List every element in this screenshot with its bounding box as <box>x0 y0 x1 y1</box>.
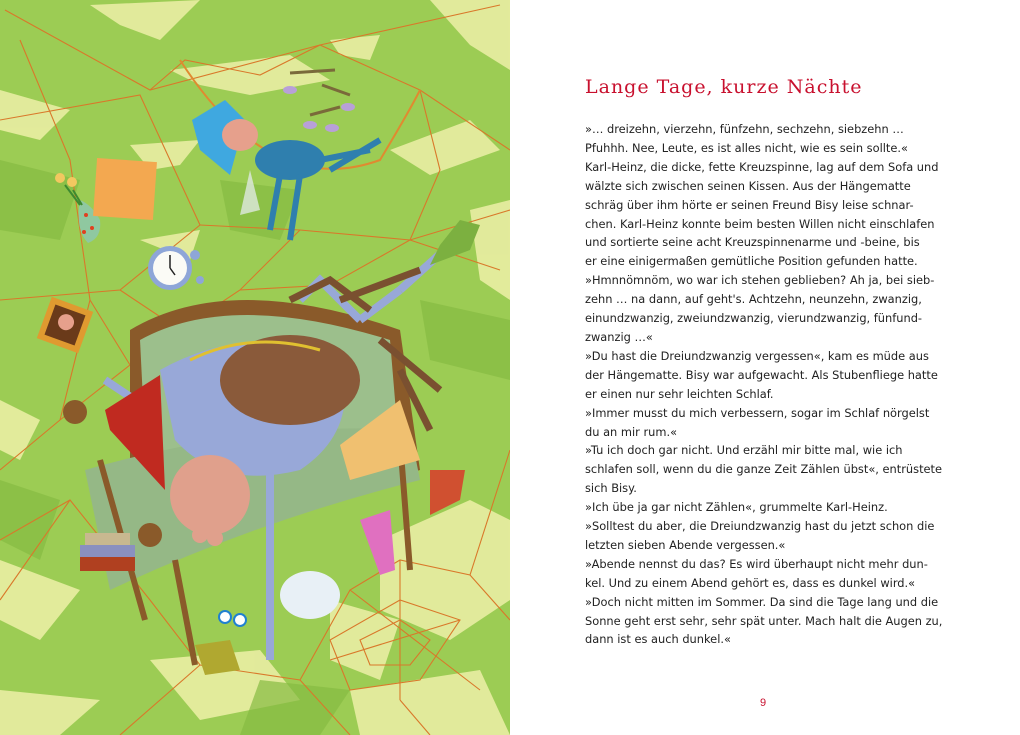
text-line: »Immer musst du mich verbessern, sogar im Schlaf nörgelst <box>585 405 930 420</box>
text-line: kel. Und zu einem Abend gehört es, dass es dunkel wird.« <box>585 575 916 590</box>
text-line: »Doch nicht mitten im Sommer. Da sind die Tage lang und die <box>585 594 939 609</box>
body-text <box>585 120 960 649</box>
striped-sock-green <box>430 220 480 265</box>
text-line: er einen nur sehr leichten Schlaf. <box>585 386 774 401</box>
text-line: schlafen soll, wenn du die ganze Zeit Zählen übst«, entrüstete <box>585 462 943 477</box>
text-line: »Ich übe ja gar nicht Zählen«, grummelte Karl-Heinz. <box>585 500 888 515</box>
text-line: »Abende nennst du das? Es wird überhaupt nicht mehr dun- <box>585 556 928 571</box>
page-number: 9 <box>760 697 767 709</box>
text-line: »Hmnnömnöm, wo war ich stehen geblieben? Ah ja, bei sieb- <box>585 273 935 288</box>
text-line: du an mir rum.« <box>585 424 678 439</box>
book-stack <box>80 533 135 571</box>
text-line: wälzte sich zwischen seinen Kissen. Aus der Hängematte <box>585 178 911 193</box>
text-line: sich Bisy. <box>585 481 637 496</box>
text-line: Pfuhhh. Nee, Leute, es ist alles nicht, wie es sein sollte.« <box>585 140 908 155</box>
handkerchief <box>93 158 157 220</box>
text-line: und sortierte seine acht Kreuzspinnenarme und -beine, bis <box>585 235 920 250</box>
teacup-saucer <box>280 571 340 619</box>
text-line: der Hängematte. Bisy war aufgewacht. Als Stubenfliege hatte <box>585 367 938 382</box>
slipper-eyes <box>219 611 246 626</box>
text-line: »Solltest du aber, die Dreiundzwanzig hast du jetzt schon die <box>585 519 935 534</box>
text-line: einundzwanzig, zweiundzwanzig, vierundzwanzig, fünfund- <box>585 311 923 326</box>
text-line: schräg über ihm hörte er seinen Freund Bisy leise schnar- <box>585 197 914 212</box>
text-line: Karl-Heinz, die dicke, fette Kreuzspinne, lag auf dem Sofa und <box>585 159 939 174</box>
text-line: zehn … na dann, auf geht's. Achtzehn, neunzehn, zwanzig, <box>585 292 922 307</box>
alarm-clock <box>148 246 204 290</box>
chapter-title: Lange Tage, kurze Nächte <box>585 76 863 98</box>
text-line: »Du hast die Dreiundzwanzig vergessen«, kam es müde aus <box>585 348 929 363</box>
text-line: er eine einigermaßen gemütliche Position gefunden hatte. <box>585 254 918 269</box>
text-line: chen. Karl-Heinz konnte beim besten Willen nicht einschlafen <box>585 216 935 231</box>
text-line: »Tu ich doch gar nicht. Und erzähl mir bitte mal, wie ich <box>585 443 903 458</box>
text-line: Sonne geht erst sehr, sehr spät unter. Mach halt die Augen zu, <box>585 613 943 628</box>
picture-frame <box>37 297 93 353</box>
text-line: letzten sieben Abende vergessen.« <box>585 537 786 552</box>
striped-sock-pink <box>360 510 395 575</box>
text-line: »… dreizehn, vierzehn, fünfzehn, sechzehn, siebzehn … <box>585 122 904 136</box>
text-line: dann ist es auch dunkel.« <box>585 632 731 647</box>
text-line: zwanzig …« <box>585 329 653 344</box>
